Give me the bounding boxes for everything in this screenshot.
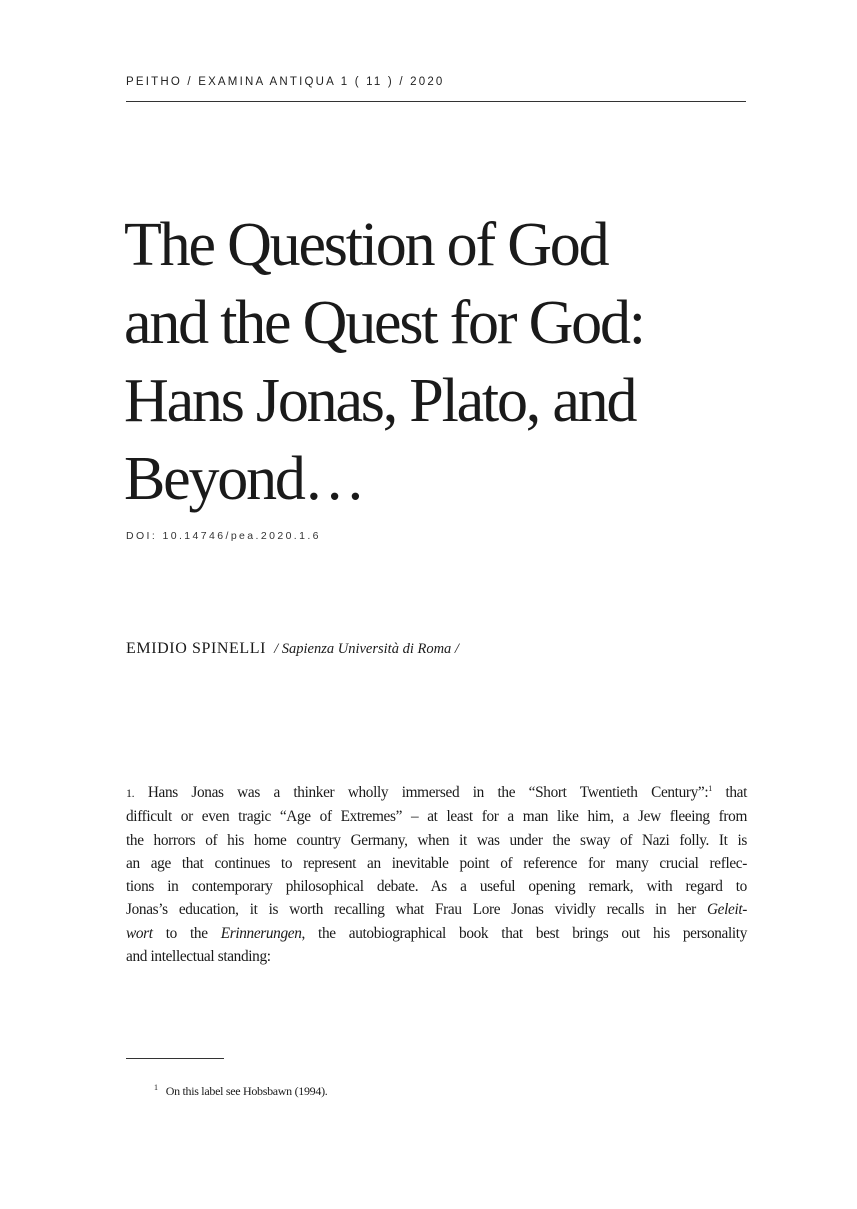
title-line: and the Quest for God:	[124, 289, 644, 357]
footnote-rule	[126, 1058, 224, 1059]
header-rule	[126, 101, 746, 102]
body-line: Jonas’s education, it is worth recalling what Frau Lore Jonas vividly recalls in her Geleit-	[126, 901, 747, 919]
footnote-mark: 1	[154, 1083, 158, 1092]
emphasis-erinnerungen: Erinnerungen	[220, 924, 302, 942]
body-line: tions in contemporary philosophical debate. As a useful opening remark, with regard to	[126, 878, 747, 896]
body-line: and intellectual standing:	[126, 948, 271, 966]
body-line: difficult or even tragic “Age of Extremes” – at least for a man like him, a Jew fleeing from	[126, 808, 747, 826]
running-head: PEITHO / EXAMINA ANTIQUA 1 ( 11 ) / 2020	[126, 76, 445, 88]
body-line: an age that continues to represent an inevitable point of reference for many crucial reflec-	[126, 854, 747, 872]
title-line: The Question of God	[124, 211, 608, 279]
body-paragraph	[126, 781, 747, 968]
emphasis-geleitwort: Geleit-	[706, 901, 747, 919]
body-line: wort to the Erinnerungen, the autobiographical book that best brings out his personality	[126, 924, 747, 942]
footnote-reference[interactable]: 1	[708, 783, 712, 793]
author-name: EMIDIO SPINELLI	[126, 640, 267, 657]
author-affiliation: / Sapienza Università di Roma /	[274, 641, 459, 657]
body-line: the horrors of his home country Germany, when it was under the sway of Nazi folly. It is	[126, 831, 747, 849]
emphasis-geleitwort: wort	[126, 924, 153, 942]
author-line	[126, 640, 459, 658]
body-line: 1. Hans Jonas was a thinker wholly immersed in the “Short Twentieth Century”:$^1$ that	[126, 783, 747, 801]
footnote	[154, 1084, 327, 1099]
title-line: Hans Jonas, Plato, and	[124, 367, 636, 435]
footnote-text: On this label see Hobsbawn (1994).	[165, 1084, 328, 1098]
section-number: 1.	[126, 786, 135, 800]
article-title	[124, 206, 764, 518]
doi: DOI: 10.14746/pea.2020.1.6	[126, 530, 321, 542]
title-line: Beyond…	[124, 445, 364, 513]
